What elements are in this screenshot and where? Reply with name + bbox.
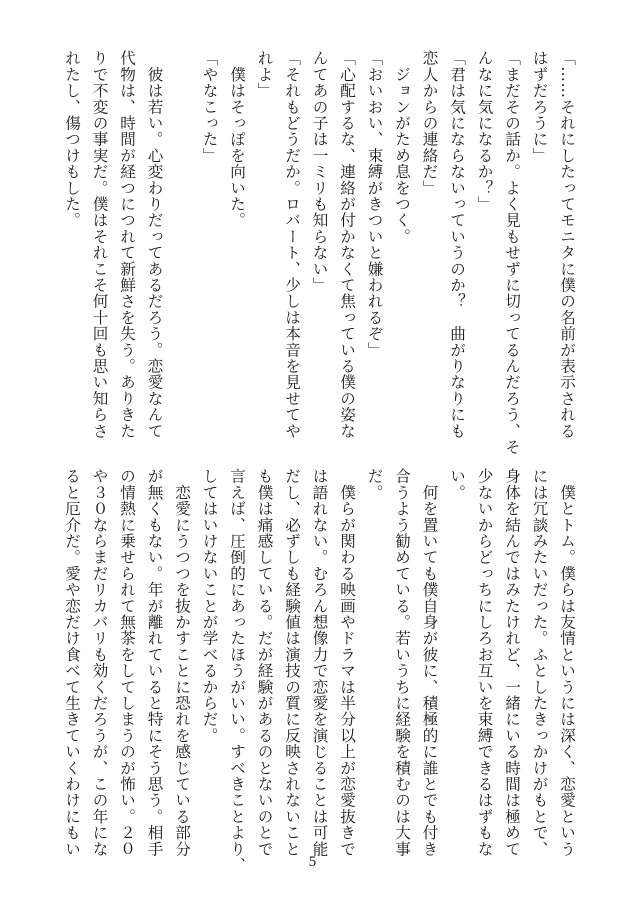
text-line: 恋人からの連絡だ」 — [420, 50, 439, 196]
text-line: 「それもどうだか。ロバート、少しは本音を見せてや — [283, 50, 301, 439]
text-line: には冗談みたいだった。ふとしたきっかけがもとで、 — [530, 468, 549, 857]
text-line: 「おいおい、束縛がきついと嫌われるぞ」 — [365, 50, 384, 358]
text-line: い。 — [448, 468, 466, 501]
text-line: してはいけないことが学べるからだ。 — [200, 468, 219, 744]
text-line: が無くもない。年が離れていると特にそう思う。相手 — [145, 468, 164, 857]
text-line: 彼は若い。心変わりだってあるだろう。恋愛なんて — [145, 50, 164, 439]
text-line: ると厄介だ。愛や恋だけ食べて生きていくわけにもい — [63, 468, 81, 857]
text-line: や３０ならまだリカバリも効くだろうが、この年にな — [90, 468, 109, 857]
text-line: はずだろうに」 — [530, 50, 549, 164]
text-line: んなに気になるか？」 — [475, 50, 494, 212]
text-line: れよ」 — [255, 50, 274, 99]
text-line: んてあの子は一ミリも知らない」 — [310, 50, 329, 293]
lower-text-block — [58, 468, 581, 873]
text-line: 身体を結んではみたけれど、一緒にいる時間は極めて — [503, 468, 521, 857]
text-line — [168, 50, 196, 415]
page-number: 5 — [308, 854, 317, 870]
text-line: れたし、傷つけもした。 — [63, 50, 81, 229]
text-line: 何を置いても僕自身が彼に、積極的に誰とでも付き — [420, 468, 439, 857]
text-line: 僕はそっぽを向いた。 — [228, 50, 246, 229]
text-line: 代物は、時間が経つにつれて新鮮さを失う。ありきた — [118, 50, 136, 439]
text-line: 合うよう勧めている。若いうちに経験を積むのは大事 — [393, 468, 411, 857]
text-line: 少ないからどっちにしろお互いを束縛できるはずもな — [475, 468, 494, 857]
text-line: 「……それにしたってモニタに僕の名前が表示される — [558, 50, 576, 439]
text-line: 「心配するな、連絡が付かなくて焦っている僕の姿な — [338, 50, 356, 439]
text-line: も僕は痛感している。だが経験があるのとないのとで — [255, 468, 274, 857]
text-line: 「まだその話か。よく見もせずに切ってるんだろう、そ — [503, 50, 521, 455]
text-line: 「やなこった」 — [200, 50, 219, 164]
text-line: 恋愛にうつつを抜かすことに恐れを感じている部分 — [173, 468, 191, 857]
text-line: 僕らが関わる映画やドラマは半分以上が恋愛抜きで — [338, 468, 356, 857]
upper-text-block — [58, 50, 581, 455]
text-line: だ。 — [365, 468, 384, 501]
text-line: 「君は気にならないっていうのか？ 曲がりなりにも — [448, 50, 466, 439]
text-line: は語れない。むろん想像力で恋愛を演じることは可能 — [310, 468, 329, 857]
text-line: 僕とトム。僕らは友情というには深く、恋愛という — [558, 468, 576, 857]
text-line: ジョンがため息をつく。 — [393, 50, 411, 245]
text-line: りで不変の事実だ。僕はそれこそ何十回も思い知らさ — [90, 50, 109, 439]
text-line: 言えば、圧倒的にあったほうがいい。すべきことより、 — [228, 468, 246, 873]
text-line: だし、必ずしも経験値は演技の質に反映されないこと — [283, 468, 301, 857]
text-line: の情熱に乗せられて無茶をしてしまうのが怖い。２０ — [118, 468, 136, 857]
